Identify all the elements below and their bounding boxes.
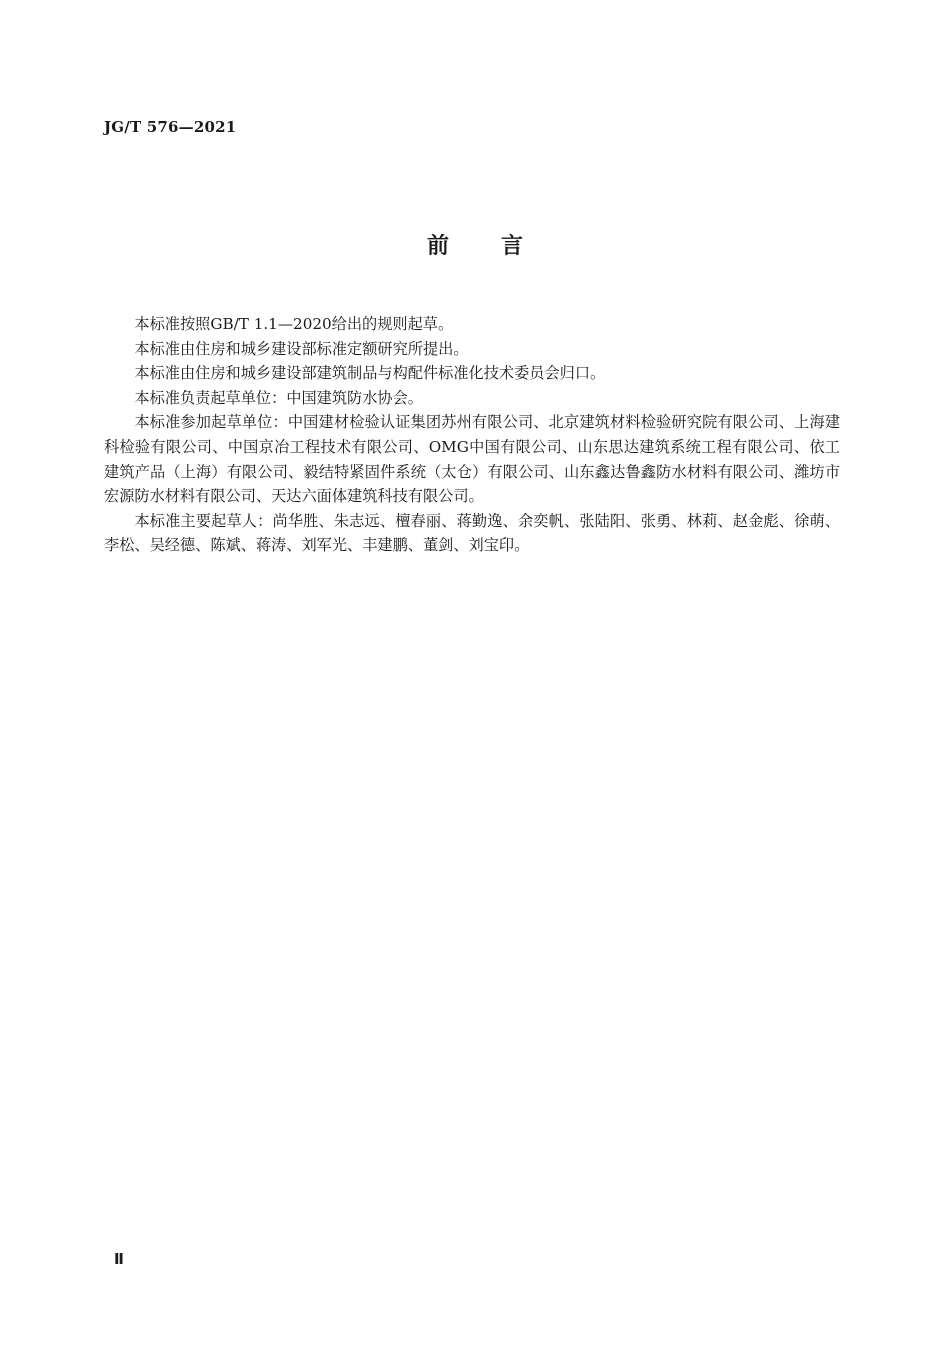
- standard-code: JG/T 576—2021: [104, 118, 237, 136]
- paragraph-proposer: 本标准由住房和城乡建设部标准定额研究所提出。: [134, 339, 469, 358]
- paragraph-responsible-unit: 本标准负责起草单位：中国建筑防水协会。: [134, 388, 423, 407]
- paragraph-main-drafters: 本标准主要起草人：尚华胜、朱志远、檀春丽、蒋勤逸、余奕帆、张陆阳、张勇、林莉、赵金彪、徐萌、李松、吴经德、陈斌、蒋涛、刘军光、丰建鹏、董剑、刘宝印。: [104, 511, 840, 555]
- paragraph-committee: 本标准由住房和城乡建设部建筑制品与构配件标准化技术委员会归口。: [134, 364, 606, 383]
- page-number: Ⅱ: [114, 1250, 124, 1268]
- paragraph-drafting-rules: 本标准按照GB/T 1.1—2020给出的规则起草。: [134, 315, 454, 333]
- foreword-body: [104, 312, 840, 558]
- paragraph-participating-units: 本标准参加起草单位：中国建材检验认证集团苏州有限公司、北京建筑材料检验研究院有限公司、上海建科检验有限公司、中国京冶工程技术有限公司、OMG中国有限公司、山东思达建筑系统工程有限公司、依工建筑产品（上海）有限公司、毅结特紧固件系统（太仓）有限公司、山东鑫达鲁鑫防水材料有限公司、潍坊市宏源防水材料有限公司、天达六面体建筑科技有限公司。: [104, 413, 840, 506]
- page-title: 前言: [426, 234, 575, 259]
